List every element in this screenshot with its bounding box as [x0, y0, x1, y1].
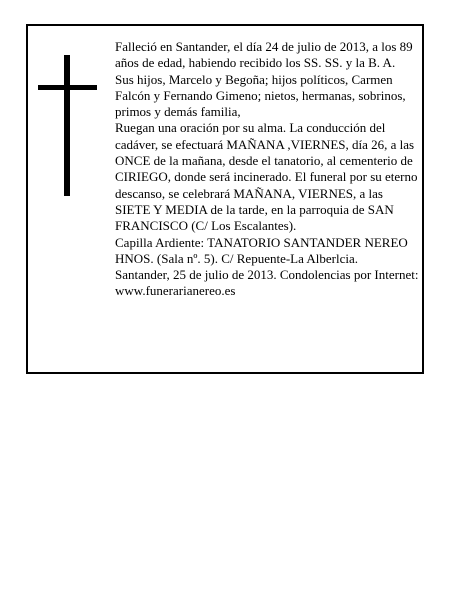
cross-icon	[64, 55, 70, 196]
death-announcement: Falleció en Santander, el día 24 de julio de 2013, a los 89 años de edad, habiendo recibido los SS. SS. y la B. A.	[115, 39, 413, 71]
date-and-condolences: Santander, 25 de julio de 2013. Condolencias por Internet: www.funerarianereo.es	[115, 267, 419, 299]
cross-icon-crossbar	[38, 85, 97, 90]
family-list: Sus hijos, Marcelo y Begoña; hijos políticos, Carmen Falcón y Fernando Gimeno; nietos, hermanas, sobrinos, primos y demás familia,	[115, 71, 406, 120]
obituary-text	[115, 39, 420, 300]
chapel-details: Capilla Ardiente: TANATORIO SANTANDER NEREO HNOS. (Sala nº. 5). C/ Repuente-La Alberlcia.	[115, 234, 408, 266]
funeral-details: Ruegan una oración por su alma. La conducción del cadáver, se efectuará MAÑANA ,VIERNES, día 26, a las ONCE de la mañana, desde el tanatorio, al cementerio de CIRIEGO, donde será incinerado. El funeral por su eterno descanso, se celebrará MAÑANA, VIERNES, a las SIETE Y MEDIA de la tarde, en la parroquia de SAN FRANCISCO (C/ Los Escalantes).	[115, 120, 418, 234]
